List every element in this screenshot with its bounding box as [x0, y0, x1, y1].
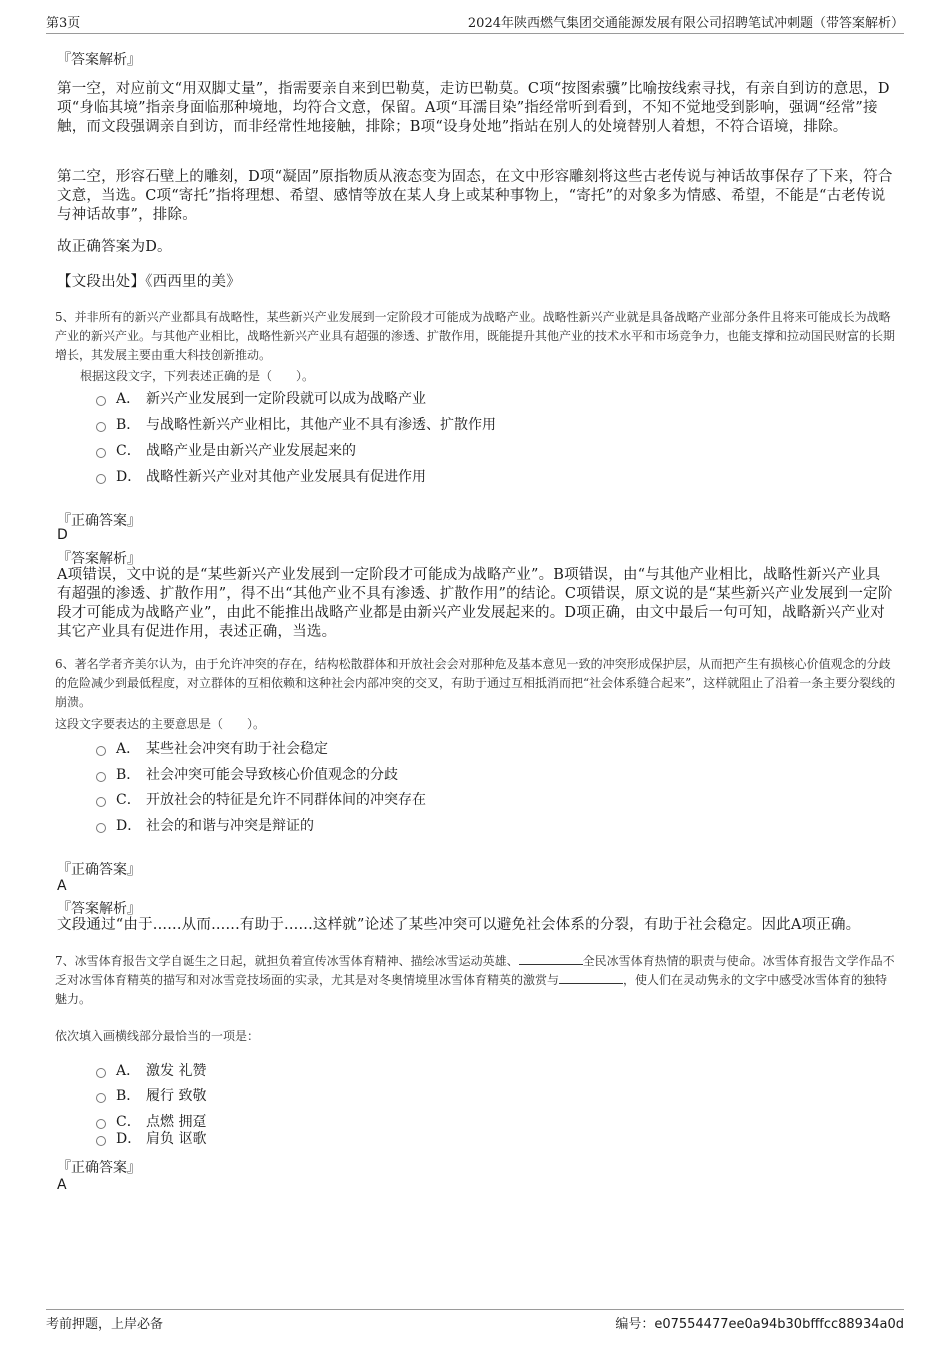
- answer-analysis: 文段通过“由于......从而......有助于......这样就”论述了某些冲突可以避免社会体系的分裂，有助于社会稳定。因此A项正确。: [57, 917, 861, 933]
- document-title: 2024年陕西燃气集团交通能源发展有限公司招聘笔试冲刺题（带答案解析）: [467, 16, 904, 31]
- question-prompt: 根据这段文字，下列表述正确的是（ ）。: [80, 369, 315, 383]
- radio-icon[interactable]: [96, 422, 106, 432]
- question-stem: 5、并非所有的新兴产业都具有战略性，某些新兴产业发展到一定阶段才可能成为战略产业。战略性新兴产业就是具备战略产业部分条件且将来可能成长为战略产业的新兴产业。与其他产业相比，战略性新兴产业具有超强的渗透、扩散作用，既能提升其他产业的技术水平和市场竞争力，也能支撑和拉动国民财富的长期增长，其发展主要由重大科技创新推动。: [55, 310, 896, 362]
- option-b[interactable]: B． 履行 致敬: [96, 1086, 206, 1106]
- option-c[interactable]: C． 开放社会的特征是允许不同群体间的冲突存在: [96, 790, 426, 810]
- option-b[interactable]: B． 社会冲突可能会导致核心价值观念的分歧: [96, 765, 398, 785]
- footer-divider: [46, 1309, 904, 1310]
- analysis-paragraph: 第一空，对应前文“用双脚丈量”，指需要亲自来到巴勒莫，走访巴勒莫。C项“按图索骥”比喻按线索寻找，有亲自到访的意思，D项“身临其境”指亲身面临那种境地，均符合文意，保留。A项“耳濡目染”指经常听到看到，不知不觉地受到影响，强调“经常”接触，而文段强调亲自到访，而非经常性地接触，排除；B项“设身处地”指站在别人的处境替别人着想，不符合语境，排除。: [57, 81, 890, 135]
- option-c[interactable]: C． 点燃 拥趸: [96, 1112, 206, 1132]
- fill-blank-2[interactable]: [559, 971, 623, 984]
- correct-answer: A: [57, 878, 67, 894]
- option-d[interactable]: D． 社会的和谐与冲突是辩证的: [96, 816, 314, 836]
- analysis-paragraph: 第二空，形容石壁上的雕刻，D项“凝固”原指物质从液态变为固态，在文中形容雕刻将这些古老传说与神话故事保存了下来，符合文意，当选。C项“寄托”指将理想、希望、感情等放在某人身上或某种事物上，“寄托”的对象多为情感、希望，不能是“古老传说与神话故事”，排除。: [57, 169, 893, 223]
- footer-slogan: 考前押题，上岸必备: [46, 1317, 164, 1332]
- radio-icon[interactable]: [96, 1093, 106, 1103]
- page-header: [46, 12, 904, 32]
- document-code: 编号：e07554477ee0a94b30bfffcc88934a0d: [615, 1317, 904, 1332]
- option-a[interactable]: A． 新兴产业发展到一定阶段就可以成为战略产业: [96, 389, 426, 409]
- header-divider: [46, 33, 904, 34]
- option-d[interactable]: D． 战略性新兴产业对其他产业发展具有促进作用: [96, 467, 426, 487]
- answer-analysis: A项错误，文中说的是“某些新兴产业发展到一定阶段才可能成为战略产业”。B项错误，由“与其他产业相比，战略性新兴产业具有超强的渗透、扩散作用”，得不出“其他产业不具有渗透、扩散作用”的结论。C项错误，原文说的是“某些新兴产业发展到一定阶段才可能成为战略产业”，由此不能推出战略产业都是由新兴产业发展起来的。D项正确，由文中最后一句可知，战略新兴产业对其它产业具有促进作用，表述正确，当选。: [57, 567, 893, 640]
- radio-icon[interactable]: [96, 797, 106, 807]
- option-d[interactable]: D． 肩负 讴歌: [96, 1129, 206, 1149]
- radio-icon[interactable]: [96, 1068, 106, 1078]
- analysis-tag: 『答案解析』: [57, 52, 141, 68]
- correct-answer-tag: 『正确答案』: [57, 513, 141, 529]
- option-a[interactable]: A． 某些社会冲突有助于社会稳定: [96, 739, 328, 759]
- radio-icon[interactable]: [96, 1136, 106, 1146]
- correct-answer-tag: 『正确答案』: [57, 862, 141, 878]
- analysis-tag: 『答案解析』: [57, 551, 141, 567]
- option-b[interactable]: B． 与战略性新兴产业相比，其他产业不具有渗透、扩散作用: [96, 415, 496, 435]
- radio-icon[interactable]: [96, 474, 106, 484]
- analysis-conclusion: 故正确答案为D。: [57, 239, 172, 255]
- radio-icon[interactable]: [96, 1119, 106, 1129]
- correct-answer-tag: 『正确答案』: [57, 1160, 141, 1176]
- question-stem: 7、冰雪体育报告文学自诞生之日起，就担负着宣传冰雪体育精神、描绘冰雪运动英雄、 全民冰雪体育热情的职责与使命。冰雪体育报告文学作品不乏对冰雪体育精英的描写和对冰雪竞技场面的实录，尤其是对冬奥情境里冰雪体育精英的激赏与 ，使人们在灵动隽永的文字中感受冰雪体育的独特魅力。: [55, 954, 895, 1006]
- radio-icon[interactable]: [96, 772, 106, 782]
- question-stem: 6、著名学者齐美尔认为，由于允许冲突的存在，结构松散群体和开放社会会对那种危及基本意见一致的冲突形成保护层，从而把产生有损核心价值观念的分歧的危险减少到最低程度，对立群体的互相依赖和这种社会内部冲突的交叉，有助于通过互相抵消而把“社会体系缝合起来”，这样就阻止了沿着一条主要分裂线的崩溃。: [55, 657, 896, 709]
- question-prompt: 这段文字要表达的主要意思是（ ）。: [55, 717, 266, 731]
- correct-answer: A: [57, 1177, 67, 1193]
- fill-blank-1[interactable]: [519, 952, 583, 965]
- option-a[interactable]: A． 激发 礼赞: [96, 1061, 206, 1081]
- question-prompt: 依次填入画横线部分最恰当的一项是：: [55, 1029, 260, 1043]
- radio-icon[interactable]: [96, 448, 106, 458]
- option-c[interactable]: C． 战略产业是由新兴产业发展起来的: [96, 441, 356, 461]
- passage-source: 【文段出处】《西西里的美》: [57, 274, 241, 290]
- radio-icon[interactable]: [96, 396, 106, 406]
- analysis-tag: 『答案解析』: [57, 901, 141, 917]
- page-number: 第3页: [46, 16, 81, 31]
- correct-answer: D: [57, 527, 68, 543]
- radio-icon[interactable]: [96, 746, 106, 756]
- radio-icon[interactable]: [96, 823, 106, 833]
